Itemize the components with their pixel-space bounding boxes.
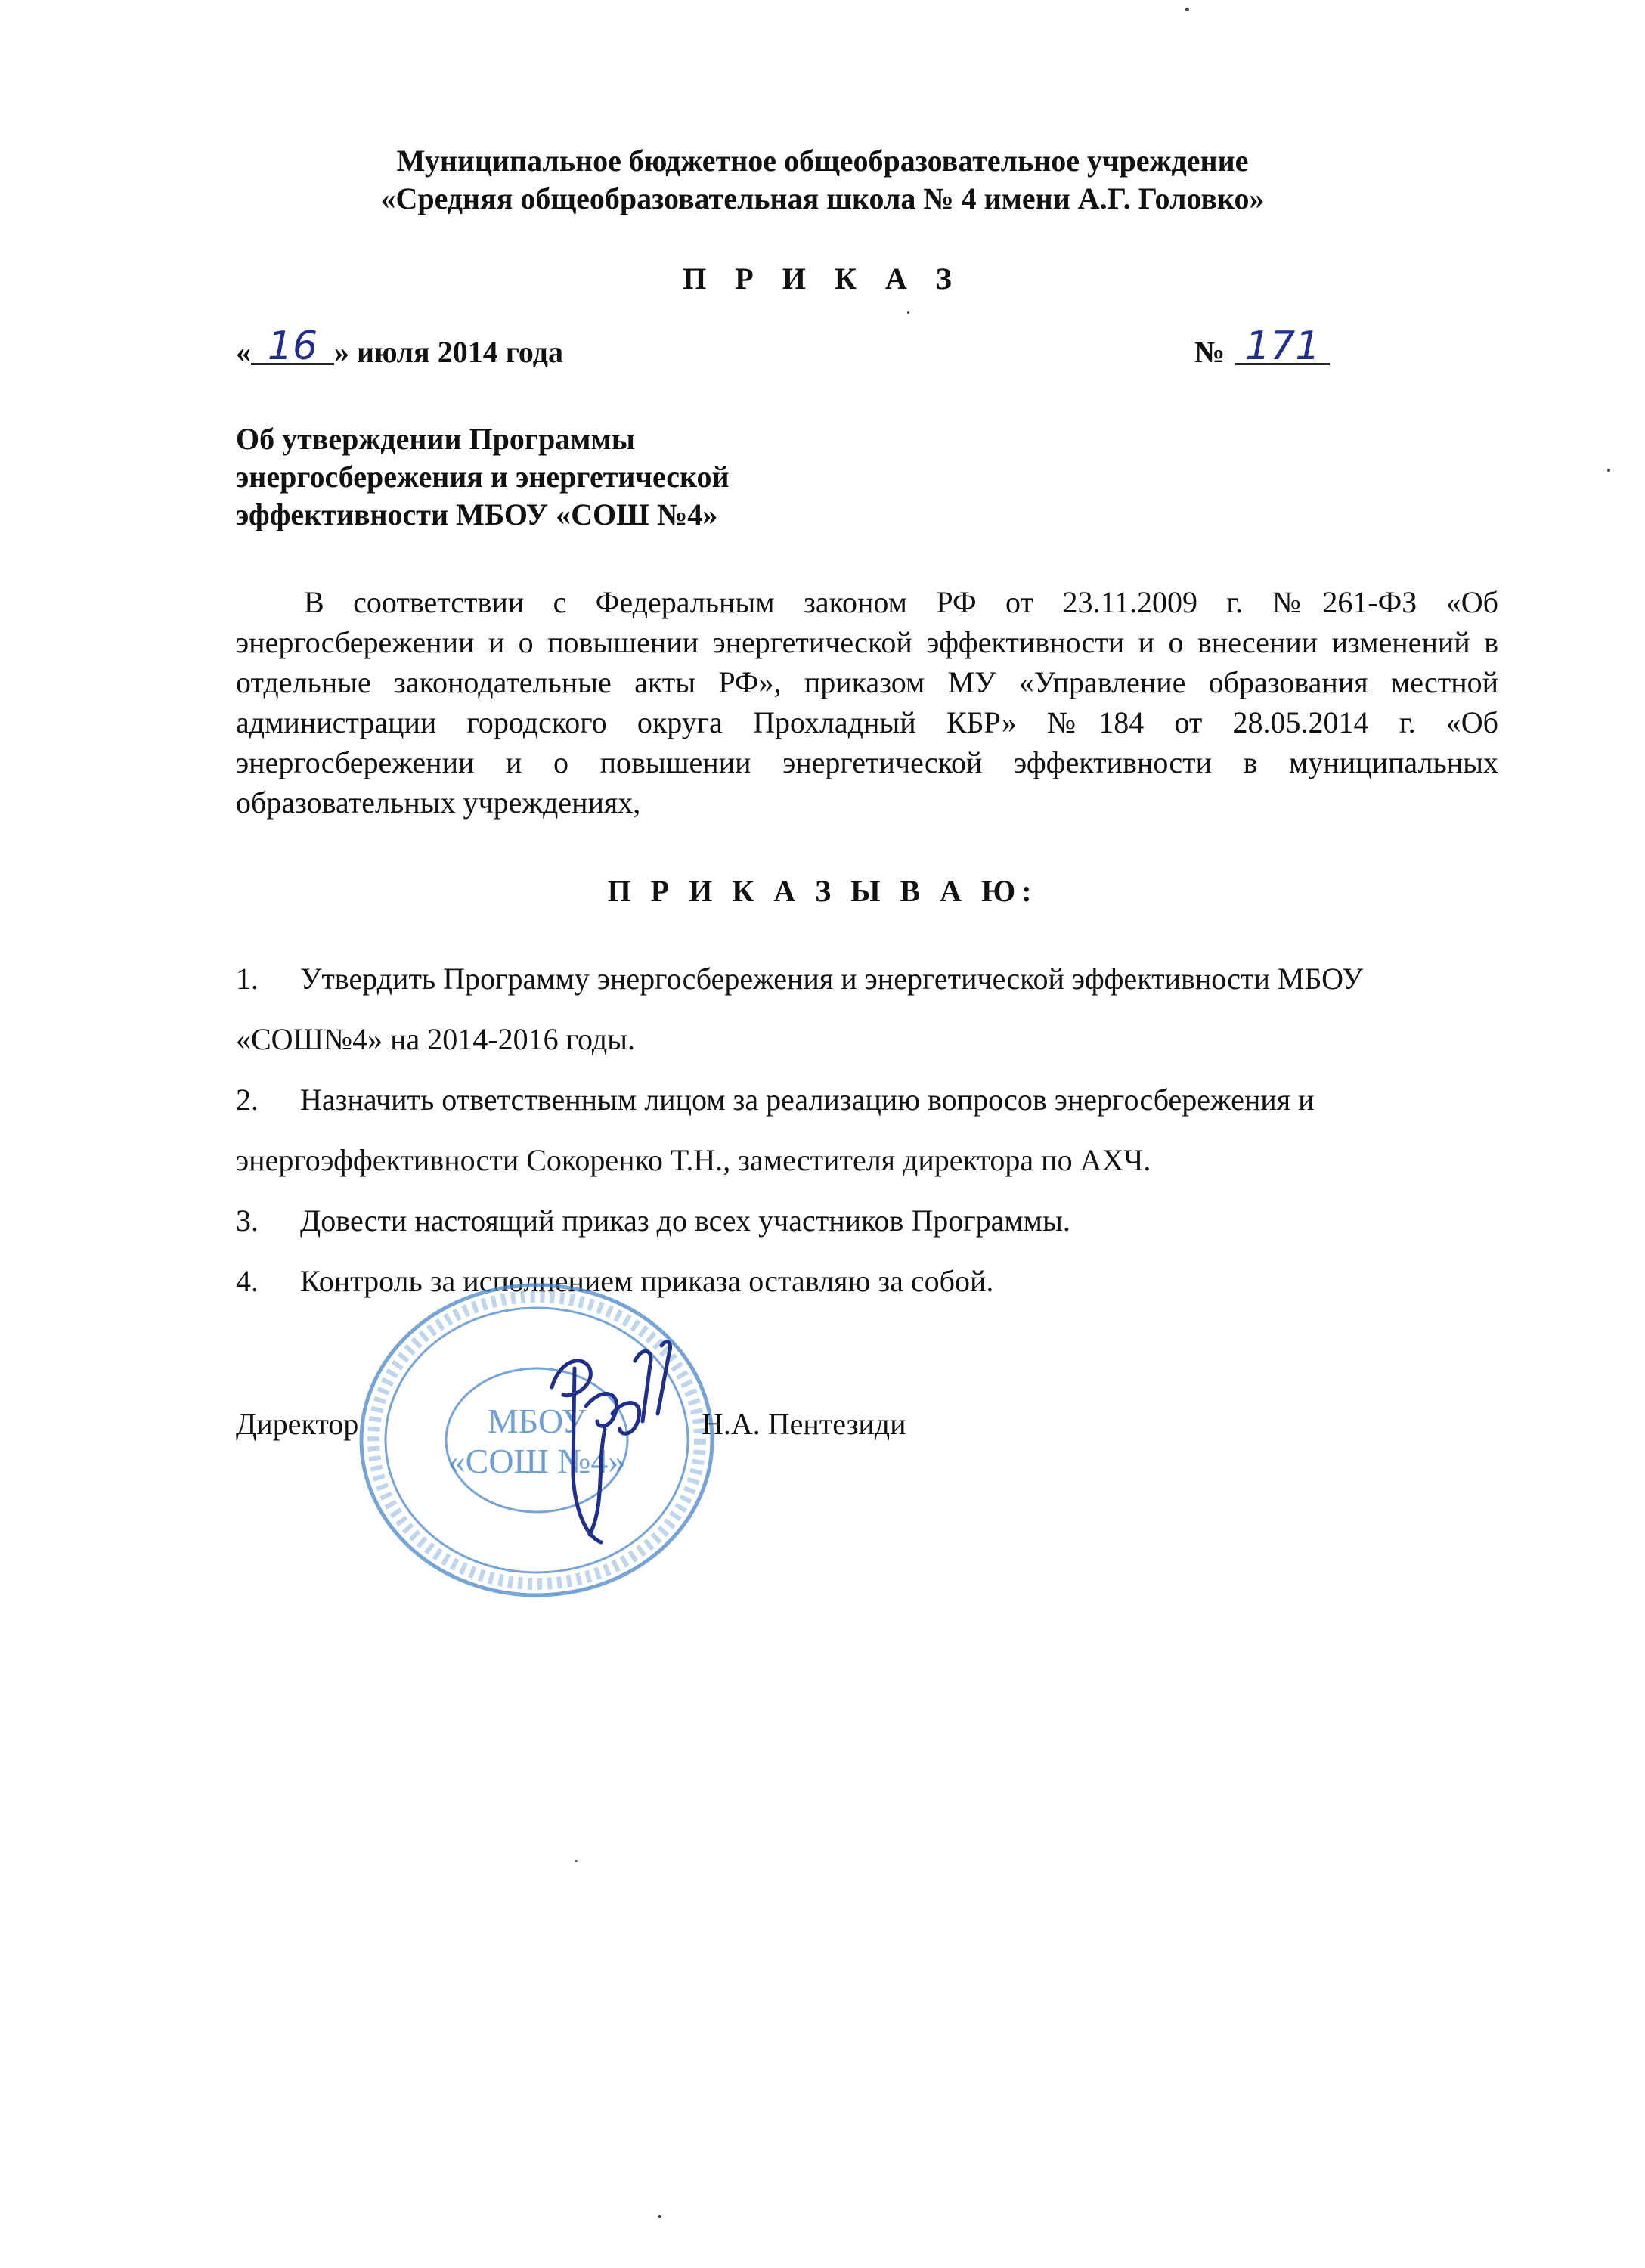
institution-header [0, 142, 1645, 218]
item-number: 2. [236, 1083, 259, 1117]
scan-speck [1607, 469, 1610, 472]
director-signature [529, 1315, 680, 1557]
director-title: Директор [236, 1407, 359, 1441]
order-heading: П Р И К А З Ы В А Ю: [607, 874, 1038, 908]
date-day-handwritten: 16 [251, 330, 334, 365]
scan-speck [658, 2215, 661, 2218]
order-number [1194, 324, 1330, 370]
item-text: Утвердить Программу энергосбережения и энергетической эффективности МБОУ «СОШ№4» на 2014-2016 годы. [236, 962, 1364, 1056]
item-number: 3. [236, 1204, 259, 1238]
scan-speck [907, 311, 909, 314]
stamp-center-line-2: «СОШ №4» [448, 1442, 626, 1480]
document-title: П Р И К А З [683, 262, 962, 296]
subject-line-1: Об утверждении Программы [236, 422, 635, 456]
order-number-handwritten: 171 [1235, 330, 1330, 365]
order-items-list [236, 949, 1506, 1312]
list-item [236, 1070, 1506, 1191]
item-text: Контроль за исполнением приказа оставляю за собой. [300, 1264, 994, 1298]
order-number-label: № [1194, 335, 1225, 369]
list-item [236, 949, 1506, 1070]
scan-speck [575, 1860, 578, 1862]
order-date [236, 324, 563, 370]
header-line-1: Муниципальное бюджетное общеобразовательное учреждение [396, 144, 1249, 178]
subject-line-2: энергосбережения и энергетической [236, 460, 730, 494]
item-text: Довести настоящий приказ до всех участников Программы. [300, 1204, 1070, 1238]
list-item [236, 1191, 1506, 1251]
item-number: 1. [236, 962, 259, 996]
scan-speck [1185, 8, 1189, 11]
date-open-quote: « [236, 335, 251, 369]
stamp-center-line-1: МБОУ [487, 1402, 587, 1440]
director-name: Н.А. Пентезиди [702, 1407, 906, 1441]
item-text: Назначить ответственным лицом за реализацию вопросов энергосбережения и энергоэффективности Сокоренко Т.Н., заместителя директора по АХЧ. [236, 1083, 1315, 1177]
preamble-paragraph: В соответствии с Федеральным законом РФ от 23.11.2009 г. №261-ФЗ «Об энергосбережении и о повышении энергетической эффективности и о внесении изменений в отдельные законодательные акты РФ», приказом МУ «Управление образования местной администрации городского округа Прохладный КБР» №184 от 28.05.2014 г. «Об энергосбережении и о повышении энергетической эффективности в муниципальных образовательных учреждениях, [236, 585, 1498, 820]
order-subject [236, 420, 810, 534]
item-number: 4. [236, 1264, 259, 1298]
subject-line-3: эффективности МБОУ «СОШ №4» [236, 497, 718, 531]
date-rest: » июля 2014 года [334, 335, 563, 369]
header-line-2: «Средняя общеобразовательная школа № 4 имени А.Г. Головко» [380, 181, 1265, 215]
